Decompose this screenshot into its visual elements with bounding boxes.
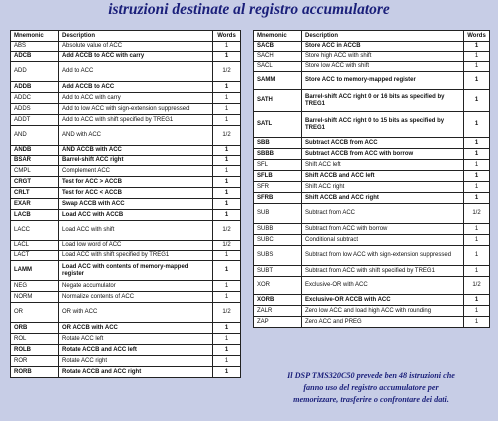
mnemonic-cell: SUBT (254, 266, 302, 277)
table-row (11, 166, 241, 177)
description-cell: Zero ACC and PREG (302, 317, 464, 328)
words-cell: 1 (464, 160, 490, 171)
mnemonic-cell: ROLB (11, 345, 59, 356)
words-cell: 1 (213, 292, 241, 303)
table-row (254, 224, 490, 235)
table-row (11, 115, 241, 126)
description-cell: Load ACC with contents of memory-mapped register (59, 261, 213, 281)
words-cell: 1 (464, 112, 490, 138)
words-cell: 1/2 (464, 204, 490, 224)
description-cell: Load ACC with ACCB (59, 210, 213, 221)
words-cell: 1 (213, 199, 241, 210)
words-cell: 1 (213, 356, 241, 367)
table-row (11, 261, 241, 281)
header-description: Description (302, 31, 464, 42)
words-cell: 1 (213, 115, 241, 126)
table-row (254, 235, 490, 246)
description-cell: Test for ACC > ACCB (59, 177, 213, 188)
words-cell: 1 (464, 266, 490, 277)
words-cell: 1 (213, 156, 241, 166)
words-cell: 1 (213, 281, 241, 292)
mnemonic-cell: SACH (254, 52, 302, 62)
mnemonic-cell: NORM (11, 292, 59, 303)
description-cell: Add ACCB to ACC (59, 82, 213, 93)
table-row (11, 210, 241, 221)
description-cell: Load low word of ACC (59, 241, 213, 251)
table-body-left (11, 42, 241, 378)
words-cell: 1/2 (213, 62, 241, 82)
mnemonic-cell: SACB (254, 42, 302, 52)
table-row (254, 277, 490, 295)
words-cell: 1 (464, 246, 490, 266)
table-row (11, 356, 241, 367)
words-cell: 1/2 (464, 277, 490, 295)
description-cell: OR with ACC (59, 303, 213, 323)
mnemonic-cell: ADDS (11, 104, 59, 115)
table-row (11, 345, 241, 356)
table-row (254, 171, 490, 182)
words-cell: 1 (213, 52, 241, 62)
table-row (254, 266, 490, 277)
table-row (254, 112, 490, 138)
table-header-row (11, 31, 241, 42)
words-cell: 1 (464, 193, 490, 204)
header-mnemonic: Mnemonic (254, 31, 302, 42)
description-cell: Rotate ACCB and ACC left (59, 345, 213, 356)
instruction-table-right (253, 30, 490, 328)
words-cell: 1 (464, 306, 490, 317)
mnemonic-cell: CRGT (11, 177, 59, 188)
mnemonic-cell: NEG (11, 281, 59, 292)
words-cell: 1 (213, 334, 241, 345)
caption-line: fanno uso del registro accumulatore per (303, 382, 439, 392)
description-cell: Store high ACC with shift (302, 52, 464, 62)
words-cell: 1 (213, 166, 241, 177)
description-cell: Barrel-shift ACC right 0 to 15 bits as specified by TREG1 (302, 112, 464, 138)
mnemonic-cell: BSAR (11, 156, 59, 166)
mnemonic-cell: SUBS (254, 246, 302, 266)
mnemonic-cell: SATH (254, 90, 302, 112)
table-row (254, 193, 490, 204)
mnemonic-cell: ADCB (11, 52, 59, 62)
words-cell: 1 (213, 345, 241, 356)
table-row (11, 199, 241, 210)
mnemonic-cell: ROL (11, 334, 59, 345)
table-row (11, 292, 241, 303)
header-words: Words (464, 31, 490, 42)
table-row (11, 156, 241, 166)
description-cell: Rotate ACC right (59, 356, 213, 367)
words-cell: 1 (464, 171, 490, 182)
words-cell: 1/2 (213, 221, 241, 241)
mnemonic-cell: OR (11, 303, 59, 323)
mnemonic-cell: SATL (254, 112, 302, 138)
table-row (11, 281, 241, 292)
words-cell: 1 (213, 323, 241, 334)
description-cell: Rotate ACCB and ACC right (59, 367, 213, 378)
words-cell: 1 (213, 188, 241, 199)
description-cell: Subtract from low ACC with sign-extension suppressed (302, 246, 464, 266)
mnemonic-cell: ANDB (11, 146, 59, 156)
words-cell: 1 (213, 82, 241, 93)
mnemonic-cell: SFLB (254, 171, 302, 182)
table-row (11, 334, 241, 345)
words-cell: 1 (464, 42, 490, 52)
page-title: istruzioni destinate al registro accumulatore (108, 1, 390, 18)
description-cell: Swap ACCB with ACC (59, 199, 213, 210)
description-cell: Absolute value of ACC (59, 42, 213, 52)
description-cell: Subtract ACCB from ACC (302, 138, 464, 149)
mnemonic-cell: LACL (11, 241, 59, 251)
description-cell: AND with ACC (59, 126, 213, 146)
mnemonic-cell: ADDC (11, 93, 59, 104)
mnemonic-cell: LACB (11, 210, 59, 221)
words-cell: 1 (464, 62, 490, 72)
table-row (254, 52, 490, 62)
description-cell: Complement ACC (59, 166, 213, 177)
mnemonic-cell: SUBC (254, 235, 302, 246)
description-cell: Normalize contents of ACC (59, 292, 213, 303)
words-cell: 1 (213, 93, 241, 104)
table-row (254, 42, 490, 52)
table-row (254, 138, 490, 149)
words-cell: 1/2 (213, 241, 241, 251)
words-cell: 1 (464, 235, 490, 246)
words-cell: 1 (213, 261, 241, 281)
table-row (254, 182, 490, 193)
words-cell: 1 (464, 149, 490, 160)
description-cell: Load ACC with shift (59, 221, 213, 241)
description-cell: Rotate ACC left (59, 334, 213, 345)
description-cell: Add to low ACC with sign-extension suppressed (59, 104, 213, 115)
description-cell: Exclusive-OR ACCB with ACC (302, 295, 464, 306)
words-cell: 1 (464, 317, 490, 328)
table-row (11, 241, 241, 251)
words-cell: 1 (213, 104, 241, 115)
table-row (254, 149, 490, 160)
description-cell: Test for ACC < ACCB (59, 188, 213, 199)
table-row (254, 317, 490, 328)
mnemonic-cell: SFR (254, 182, 302, 193)
table-header-row (254, 31, 490, 42)
mnemonic-cell: LAMM (11, 261, 59, 281)
mnemonic-cell: ABS (11, 42, 59, 52)
mnemonic-cell: XOR (254, 277, 302, 295)
mnemonic-cell: SBBB (254, 149, 302, 160)
words-cell: 1 (464, 224, 490, 235)
mnemonic-cell: ORB (11, 323, 59, 334)
table-row (11, 221, 241, 241)
description-cell: Zero low ACC and load high ACC with rounding (302, 306, 464, 317)
table-body-right (254, 42, 490, 328)
header-mnemonic: Mnemonic (11, 31, 59, 42)
header-description: Description (59, 31, 213, 42)
table-row (11, 303, 241, 323)
description-cell: Subtract ACCB from ACC with borrow (302, 149, 464, 160)
description-cell: Store low ACC with shift (302, 62, 464, 72)
description-cell: Shift ACCB and ACC right (302, 193, 464, 204)
description-cell: Load ACC with shift specified by TREG1 (59, 251, 213, 261)
words-cell: 1 (213, 146, 241, 156)
table-row (254, 246, 490, 266)
mnemonic-cell: CRLT (11, 188, 59, 199)
description-cell: Shift ACCB and ACC left (302, 171, 464, 182)
description-cell: Store ACC in ACCB (302, 42, 464, 52)
description-cell: Barrel-shift ACC right (59, 156, 213, 166)
mnemonic-cell: SFL (254, 160, 302, 171)
description-cell: Shift ACC right (302, 182, 464, 193)
table-row (11, 367, 241, 378)
words-cell: 1 (464, 72, 490, 90)
description-cell: Shift ACC left (302, 160, 464, 171)
caption-line: Il DSP TMS320C50 prevede ben 48 istruzioni che (287, 371, 455, 380)
table-row (254, 295, 490, 306)
description-cell: OR ACCB with ACC (59, 323, 213, 334)
words-cell: 1 (213, 210, 241, 221)
mnemonic-cell: SUB (254, 204, 302, 224)
words-cell: 1/2 (213, 303, 241, 323)
mnemonic-cell: SFRB (254, 193, 302, 204)
description-cell: Add ACCB to ACC with carry (59, 52, 213, 62)
table-row (11, 251, 241, 261)
description-cell: Subtract from ACC with borrow (302, 224, 464, 235)
table-row (11, 62, 241, 82)
words-cell: 1 (213, 367, 241, 378)
table-row (254, 62, 490, 72)
header-words: Words (213, 31, 241, 42)
description-cell: Subtract from ACC (302, 204, 464, 224)
description-cell: Subtract from ACC with shift specified by TREG1 (302, 266, 464, 277)
mnemonic-cell: SAMM (254, 72, 302, 90)
mnemonic-cell: ADD (11, 62, 59, 82)
table-row (11, 104, 241, 115)
table-row (11, 146, 241, 156)
table-row (254, 204, 490, 224)
table-row (11, 42, 241, 52)
table-row (11, 82, 241, 93)
mnemonic-cell: LACT (11, 251, 59, 261)
description-cell: Conditional subtract (302, 235, 464, 246)
mnemonic-cell: SACL (254, 62, 302, 72)
description-cell: AND ACCB with ACC (59, 146, 213, 156)
words-cell: 1 (464, 52, 490, 62)
mnemonic-cell: ROR (11, 356, 59, 367)
mnemonic-cell: EXAR (11, 199, 59, 210)
mnemonic-cell: RORB (11, 367, 59, 378)
description-cell: Barrel-shift ACC right 0 or 16 bits as specified by TREG1 (302, 90, 464, 112)
table-row (11, 52, 241, 62)
words-cell: 1 (464, 295, 490, 306)
words-cell: 1 (464, 90, 490, 112)
words-cell: 1 (464, 138, 490, 149)
table-row (254, 306, 490, 317)
mnemonic-cell: XORB (254, 295, 302, 306)
words-cell: 1 (464, 182, 490, 193)
caption (253, 370, 489, 406)
mnemonic-cell: ADDB (11, 82, 59, 93)
mnemonic-cell: AND (11, 126, 59, 146)
description-cell: Add to ACC (59, 62, 213, 82)
description-cell: Store ACC to memory-mapped register (302, 72, 464, 90)
description-cell: Add to ACC with shift specified by TREG1 (59, 115, 213, 126)
mnemonic-cell: ZAP (254, 317, 302, 328)
table-row (254, 90, 490, 112)
mnemonic-cell: CMPL (11, 166, 59, 177)
caption-line: memorizzare, trasferire o confrontare dei dati. (293, 394, 449, 404)
table-row (11, 177, 241, 188)
table-row (11, 126, 241, 146)
description-cell: Exclusive-OR with ACC (302, 277, 464, 295)
table-row (254, 72, 490, 90)
table-row (11, 323, 241, 334)
mnemonic-cell: ZALR (254, 306, 302, 317)
mnemonic-cell: ADDT (11, 115, 59, 126)
table-row (11, 188, 241, 199)
table-row (11, 93, 241, 104)
table-row (254, 160, 490, 171)
mnemonic-cell: LACC (11, 221, 59, 241)
description-cell: Add to ACC with carry (59, 93, 213, 104)
instruction-table-left (10, 30, 241, 378)
mnemonic-cell: SBB (254, 138, 302, 149)
words-cell: 1/2 (213, 126, 241, 146)
words-cell: 1 (213, 42, 241, 52)
description-cell: Negate accumulator (59, 281, 213, 292)
words-cell: 1 (213, 177, 241, 188)
mnemonic-cell: SUBB (254, 224, 302, 235)
words-cell: 1 (213, 251, 241, 261)
